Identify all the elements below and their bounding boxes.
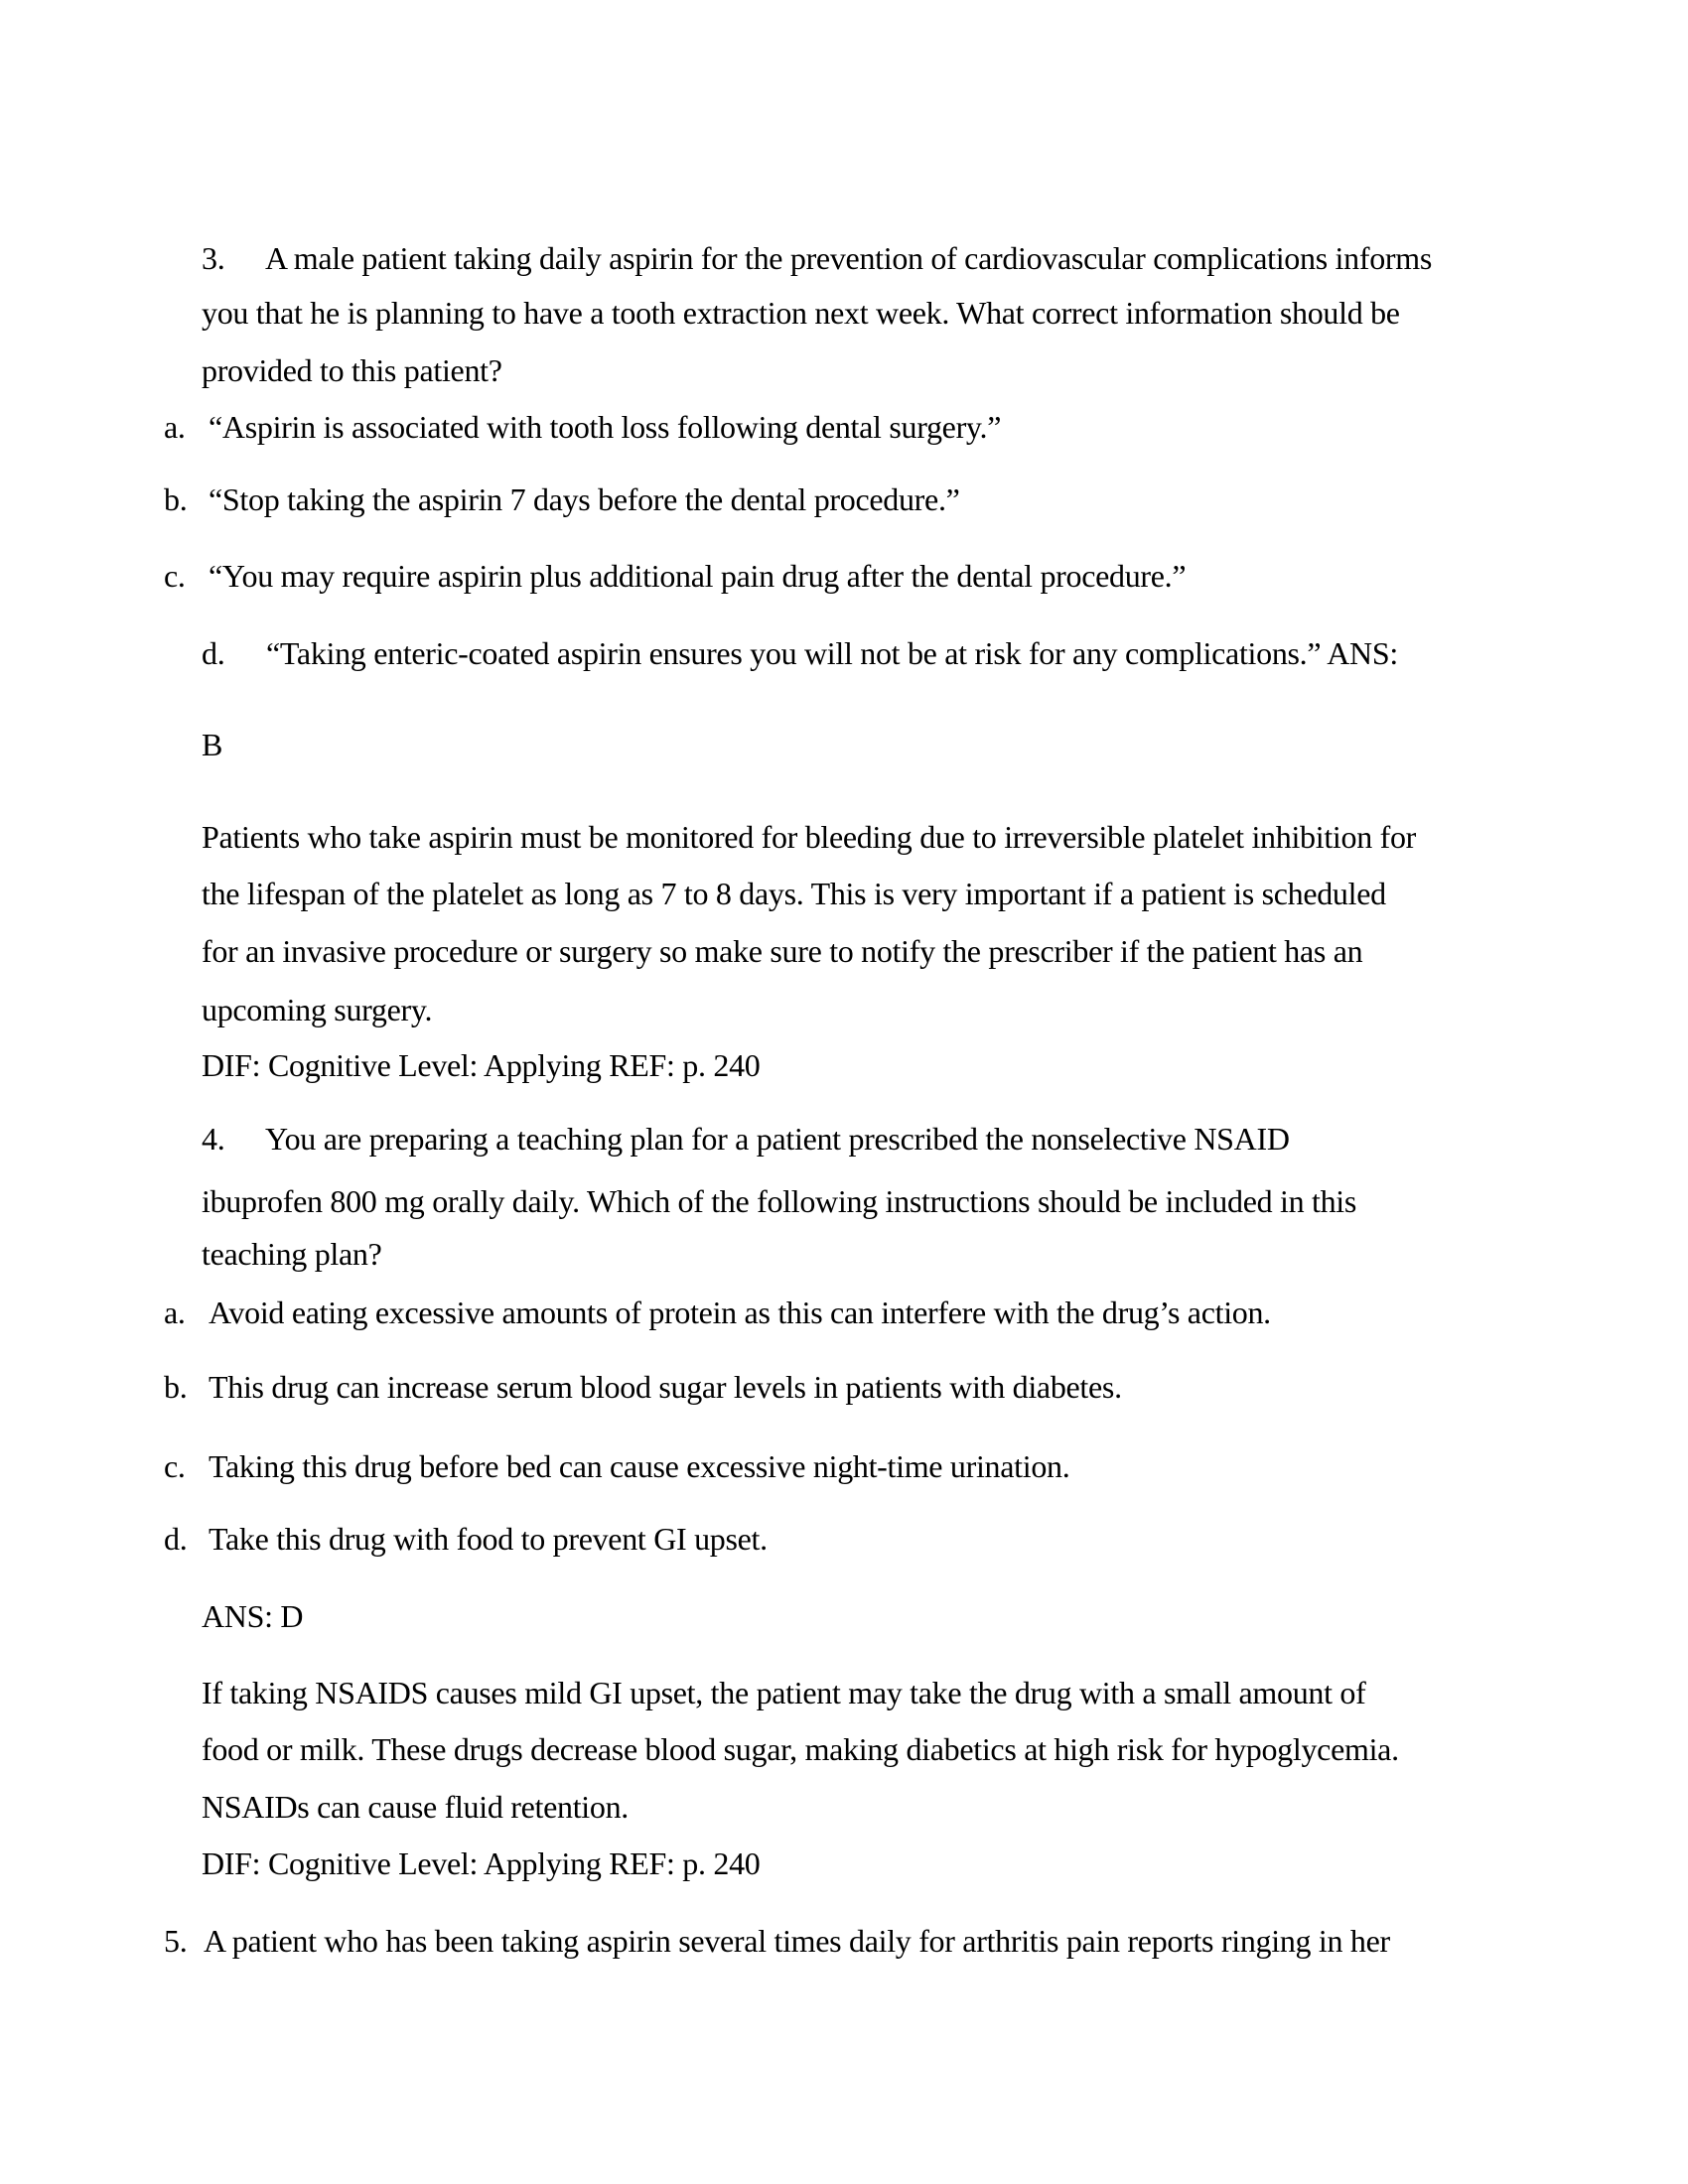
question-4-stem-line-1 [202,1118,1290,1160]
question-3-option-c-text: “You may require aspirin plus additional pain drug after the dental procedure.” [209,558,1187,594]
question-4-option-d [164,1518,768,1560]
question-4-number: 4. [202,1121,225,1157]
question-4-stem-text-1: You are preparing a teaching plan for a patient prescribed the nonselective NSAID [265,1121,1290,1157]
question-4-rationale-line-1: If taking NSAIDS causes mild GI upset, the patient may take the drug with a small amount of [202,1675,1366,1710]
question-4-option-b-letter: b. [164,1369,188,1405]
question-3-option-d-text: “Taking enteric-coated aspirin ensures you will not be at risk for any complications.” ANS: [266,635,1398,671]
question-5-stem-line-1 [164,1920,1390,1962]
question-3-stem-line-3: provided to this patient? [202,352,502,388]
question-4-rationale-line-3: NSAIDs can cause fluid retention. [202,1789,629,1825]
question-4-option-b-text: This drug can increase serum blood sugar levels in patients with diabetes. [209,1369,1122,1405]
question-5-number: 5. [164,1923,188,1959]
question-4-dif-ref-line: DIF: Cognitive Level: Applying REF: p. 240 [202,1845,761,1881]
question-3-option-a [164,406,1001,448]
question-3-option-b [164,478,960,520]
question-4-option-c-letter: c. [164,1448,186,1484]
question-4-option-d-text: Take this drug with food to prevent GI upset. [209,1521,768,1557]
question-3-option-b-text: “Stop taking the aspirin 7 days before the dental procedure.” [209,481,960,517]
question-3-option-c-letter: c. [164,558,186,594]
question-3-stem-text-1: A male patient taking daily aspirin for the prevention of cardiovascular complications informs [265,240,1433,276]
question-3-rationale-line-4: upcoming surgery. [202,992,433,1027]
question-3-stem-line-1 [202,237,1432,279]
question-3-option-c [164,555,1186,597]
question-3-dif-ref-line: DIF: Cognitive Level: Applying REF: p. 240 [202,1047,761,1083]
question-4-option-c [164,1445,1069,1487]
question-4-rationale-line-2: food or milk. These drugs decrease blood sugar, making diabetics at high risk for hypoglycemia. [202,1731,1399,1767]
question-3-stem-line-2: you that he is planning to have a tooth extraction next week. What correct information should be [202,295,1400,331]
question-3-option-d-letter: d. [202,635,225,671]
question-3-number: 3. [202,240,225,276]
question-3-answer-letter: B [202,727,223,762]
question-4-stem-line-2: ibuprofen 800 mg orally daily. Which of the following instructions should be included in this [202,1183,1357,1219]
question-3-option-d [202,632,1398,674]
question-3-option-a-text: “Aspirin is associated with tooth loss following dental surgery.” [209,409,1002,445]
question-4-stem-line-3: teaching plan? [202,1236,382,1272]
question-3-rationale-line-3: for an invasive procedure or surgery so make sure to notify the prescriber if the patient has an [202,933,1363,969]
question-3-rationale-line-2: the lifespan of the platelet as long as 7 to 8 days. This is very important if a patient is scheduled [202,876,1386,911]
question-3-rationale-line-1: Patients who take aspirin must be monitored for bleeding due to irreversible platelet inhibition for [202,819,1417,855]
question-4-option-d-letter: d. [164,1521,188,1557]
question-4-option-a-letter: a. [164,1295,186,1330]
question-3-option-b-letter: b. [164,481,188,517]
question-4-option-b [164,1366,1122,1408]
question-3-option-a-letter: a. [164,409,186,445]
question-4-option-a-text: Avoid eating excessive amounts of protein as this can interfere with the drug’s action. [209,1295,1271,1330]
question-4-option-c-text: Taking this drug before bed can cause excessive night-time urination. [209,1448,1070,1484]
question-5-stem-text-1: A patient who has been taking aspirin several times daily for arthritis pain reports ringing in her [204,1923,1390,1959]
question-4-option-a [164,1292,1271,1333]
question-4-answer-line: ANS: D [202,1598,304,1634]
